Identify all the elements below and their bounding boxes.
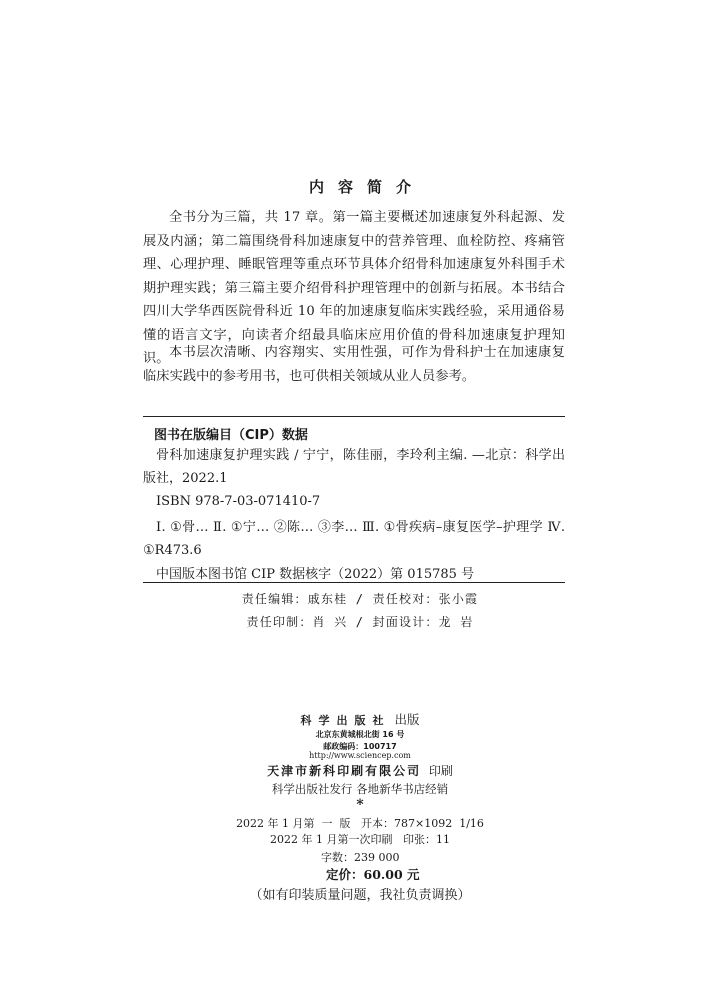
cip-heading: 图书在版编目（CIP）数据: [154, 428, 308, 443]
word-count: 字数：239 000: [321, 851, 400, 864]
publisher-address: 北京东黄城根北街 16 号: [315, 730, 405, 739]
staff-line-editors: 责任编辑：戚东桂 / 责任校对：张小霞: [241, 592, 479, 606]
printer-name: 天津市新科印刷有限公司: [267, 764, 422, 778]
publisher-name: 科学出版社: [300, 714, 391, 727]
publisher-suffix: 出版: [394, 712, 420, 727]
printer-suffix: 印刷: [428, 764, 453, 778]
cip-top-rule: [143, 416, 565, 417]
staff-line-production: 责任印制：肖 兴 / 封面设计：龙 岩: [246, 615, 474, 629]
cip-bottom-rule: [143, 582, 565, 583]
cip-isbn: ISBN 978-7-03-071410-7: [156, 494, 321, 509]
printer-line: [0, 762, 720, 779]
separator-star: *: [356, 797, 364, 813]
cip-record-number: 中国版本图书馆 CIP 数据核字（2022）第 015785 号: [156, 567, 475, 582]
publisher-website: http://www.sciencep.com: [309, 751, 411, 760]
cip-classification: Ⅰ. ①骨… Ⅱ. ①宁… ②陈… ③李… Ⅲ. ①骨疾病–康复医学–护理学 Ⅳ. ①R473.6: [143, 520, 565, 558]
quality-notice: （如有印装质量问题，我社负责调换）: [249, 888, 471, 903]
publisher-postcode: 邮政编码：100717: [323, 742, 397, 751]
cip-title-line: 骨科加速康复护理实践 / 宁宁，陈佳丽，李玲利主编. —北京：科学出版社，2022.1: [143, 448, 565, 486]
summary-paragraph-1: 全书分为三篇，共 17 章。第一篇主要概述加速康复外科起源、发展及内涵；第二篇围绕骨科加速康复中的营养管理、血栓防控、疼痛管理、心理护理、睡眠管理等重点环节具体介绍骨科加速康复外科围手术期护理实践；第三篇主要介绍骨科护理管理中的创新与拓展。本书结合四川大学华西医院骨科近 10 年的加速康复临床实践经验，采用通俗易懂的语言文字，向读者介绍最具临床应用价值的骨科加速康复护理知识。: [143, 210, 565, 366]
page-title: 内容简介: [308, 178, 425, 196]
edition-line-1: 2022 年 1 月第 一 版 开本：787×1092 1/16: [236, 817, 484, 830]
distributor-line: 科学出版社发行 各地新华书店经销: [271, 782, 449, 796]
edition-line-2: 2022 年 1 月第一次印刷 印张：11: [270, 833, 450, 846]
summary-paragraph-2: 本书层次清晰、内容翔实、实用性强，可作为骨科护士在加速康复临床实践中的参考用书，也可供相关领域从业人员参考。: [143, 345, 565, 384]
price: 定价：60.00 元: [326, 867, 420, 882]
publisher-line: [0, 710, 720, 728]
